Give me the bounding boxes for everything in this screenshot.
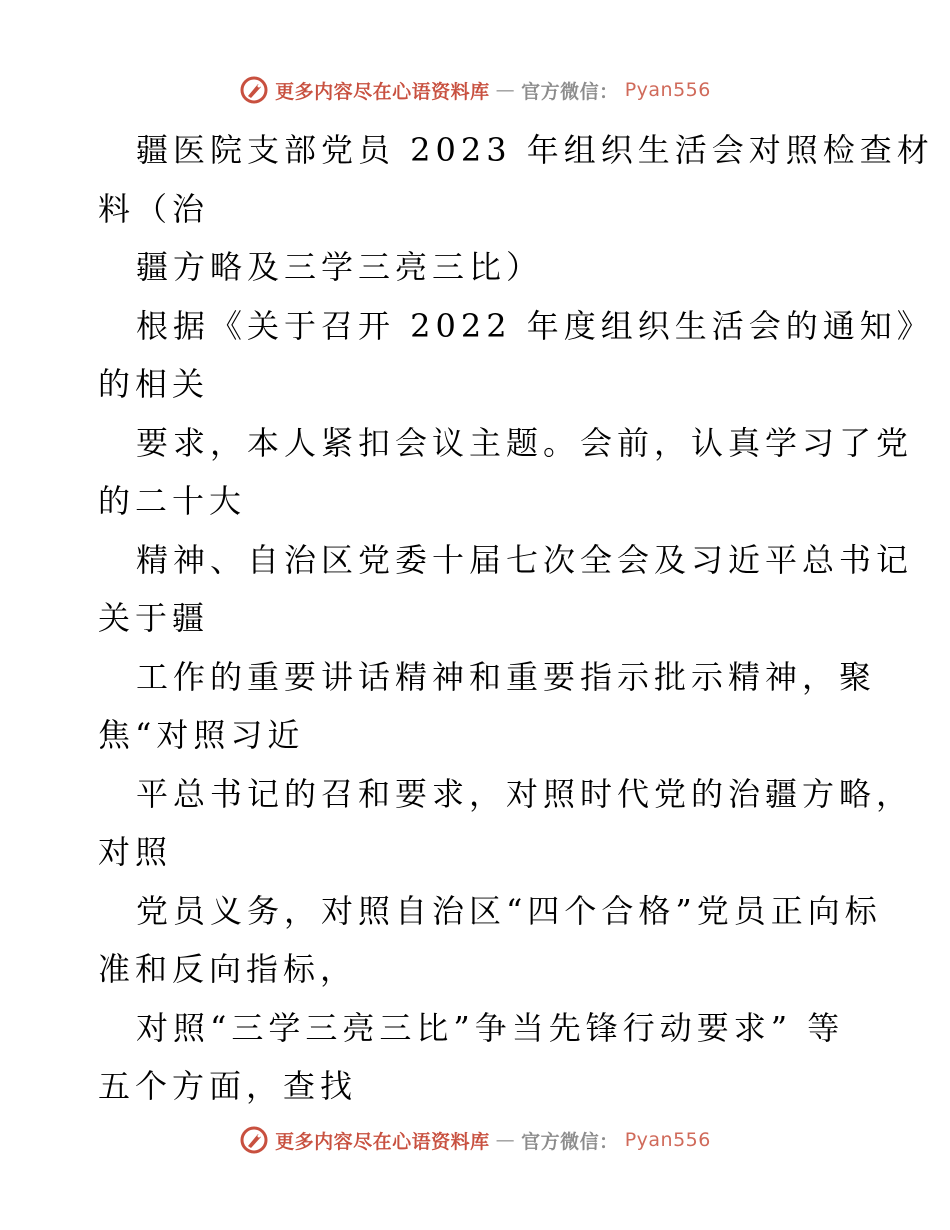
text-line: 精神、自治区党委十届七次全会及习近平总书记 bbox=[136, 540, 914, 579]
pen-nib-logo-icon bbox=[239, 75, 269, 105]
text-line: 对照“三学三亮三比”争当先锋行动要求” 等 bbox=[136, 1008, 845, 1047]
watermark-header bbox=[0, 70, 950, 110]
watermark-footer bbox=[0, 1120, 950, 1160]
watermark-separator: — bbox=[495, 79, 516, 101]
watermark-main-text: 更多内容尽在心语资料库 bbox=[275, 1130, 490, 1153]
text-line: 料（治 bbox=[98, 189, 210, 228]
pen-nib-logo-icon bbox=[239, 1125, 269, 1155]
text-line: 焦“对照习近 bbox=[98, 716, 305, 754]
text-line: 党员义务，对照自治区“四个合格”党员正向标 bbox=[136, 891, 882, 930]
text-line: 的二十大 bbox=[98, 482, 247, 520]
watermark-wechat-id: Pyan556 bbox=[624, 1129, 711, 1151]
document-body bbox=[98, 121, 934, 1116]
text-line: 五个方面，查找 bbox=[98, 1067, 358, 1105]
watermark-official-label: 官方微信： bbox=[521, 1130, 619, 1153]
text-line: 要求，本人紧扣会议主题。会前，认真学习了党 bbox=[136, 423, 914, 462]
watermark-wechat-id: Pyan556 bbox=[624, 79, 711, 101]
watermark-official-label: 官方微信： bbox=[521, 80, 619, 103]
watermark-separator: — bbox=[495, 1129, 516, 1151]
text-line: 疆方略及三学三亮三比） bbox=[136, 248, 544, 286]
text-line: 对照 bbox=[98, 833, 173, 871]
watermark-main-text: 更多内容尽在心语资料库 bbox=[275, 80, 490, 103]
text-line: 关于疆 bbox=[98, 599, 210, 637]
text-line: 工作的重要讲话精神和重要指示批示精神，聚 bbox=[136, 657, 877, 696]
text-line: 平总书记的召和要求，对照时代党的治疆方略， bbox=[136, 774, 914, 813]
text-line: 疆医院支部党员 2023 年组织生活会对照检查材 bbox=[136, 131, 934, 169]
text-line: 准和反向指标， bbox=[98, 950, 358, 988]
text-line: 的相关 bbox=[98, 365, 210, 403]
text-line: 根据《关于召开 2022 年度组织生活会的通知》 bbox=[136, 306, 934, 345]
